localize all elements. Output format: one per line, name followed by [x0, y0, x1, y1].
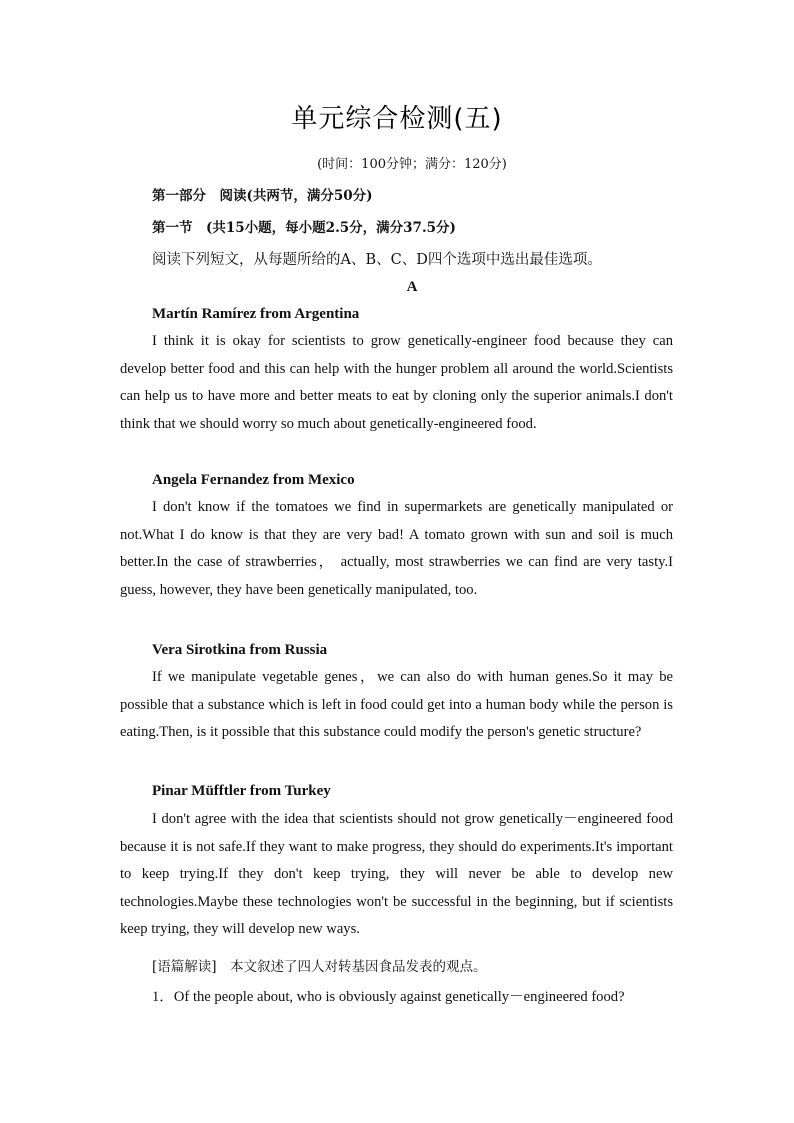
speaker-paragraph: I think it is okay for scientists to grow genetically-engineer food because they can develop better food and this can help with the hunger problem all around the world.Scientists can help us to have more and better meats to eat by cloning only the superior animals.I don't think that we should worry so much about genetically-engineered food.	[120, 333, 673, 432]
speaker-paragraph: I don't agree with the idea that scientists should not grow genetically－engineered food because it is not safe.If they want to make progress, they should do experiments.It's important to keep trying.If they don't keep trying, they will never be able to develop new technologies.Maybe these technologies won't be successful in the beginning, but if scientists keep trying, they will develop new ways.	[120, 811, 673, 938]
section-heading: 第一节 (共15小题，每小题2.5分，满分37.5分)	[152, 220, 456, 236]
question-1: 1．Of the people about, who is obviously against genetically－engineered food?	[152, 989, 625, 1005]
passage-analysis: [语篇解读] 本文叙述了四人对转基因食品发表的观点。	[152, 959, 487, 975]
speaker-name: Martín Ramírez from Argentina	[152, 306, 360, 322]
speaker-paragraph: I don't know if the tomatoes we find in supermarkets are genetically manipulated or not.What I do know is that they are very bad! A tomato grown with sun and soil is much better.In the case of strawberries， actually, most strawberries we can find are very tasty.I guess, however, they have been genetically manipulated, too.	[120, 499, 673, 598]
part-heading: 第一部分 阅读(共两节，满分50分)	[152, 188, 373, 204]
passage-label: A	[406, 279, 418, 295]
exam-time-score: (时间：100分钟；满分：120分)	[317, 157, 507, 172]
page-title: 单元综合检测(五)	[291, 104, 503, 134]
speaker-name: Pinar Müfftler from Turkey	[152, 783, 331, 799]
speaker-name: Vera Sirotkina from Russia	[152, 642, 328, 658]
speaker-paragraph: If we manipulate vegetable genes，we can also do with human genes.So it may be possible that a substance which is left in food could get into a human body while the person is eating.Then, is it possible that this substance could modify the person's genetic structure?	[120, 669, 673, 741]
instruction-text: 阅读下列短文，从每题所给的A、B、C、D四个选项中选出最佳选项。	[152, 252, 602, 268]
speaker-name: Angela Fernandez from Mexico	[152, 472, 355, 488]
